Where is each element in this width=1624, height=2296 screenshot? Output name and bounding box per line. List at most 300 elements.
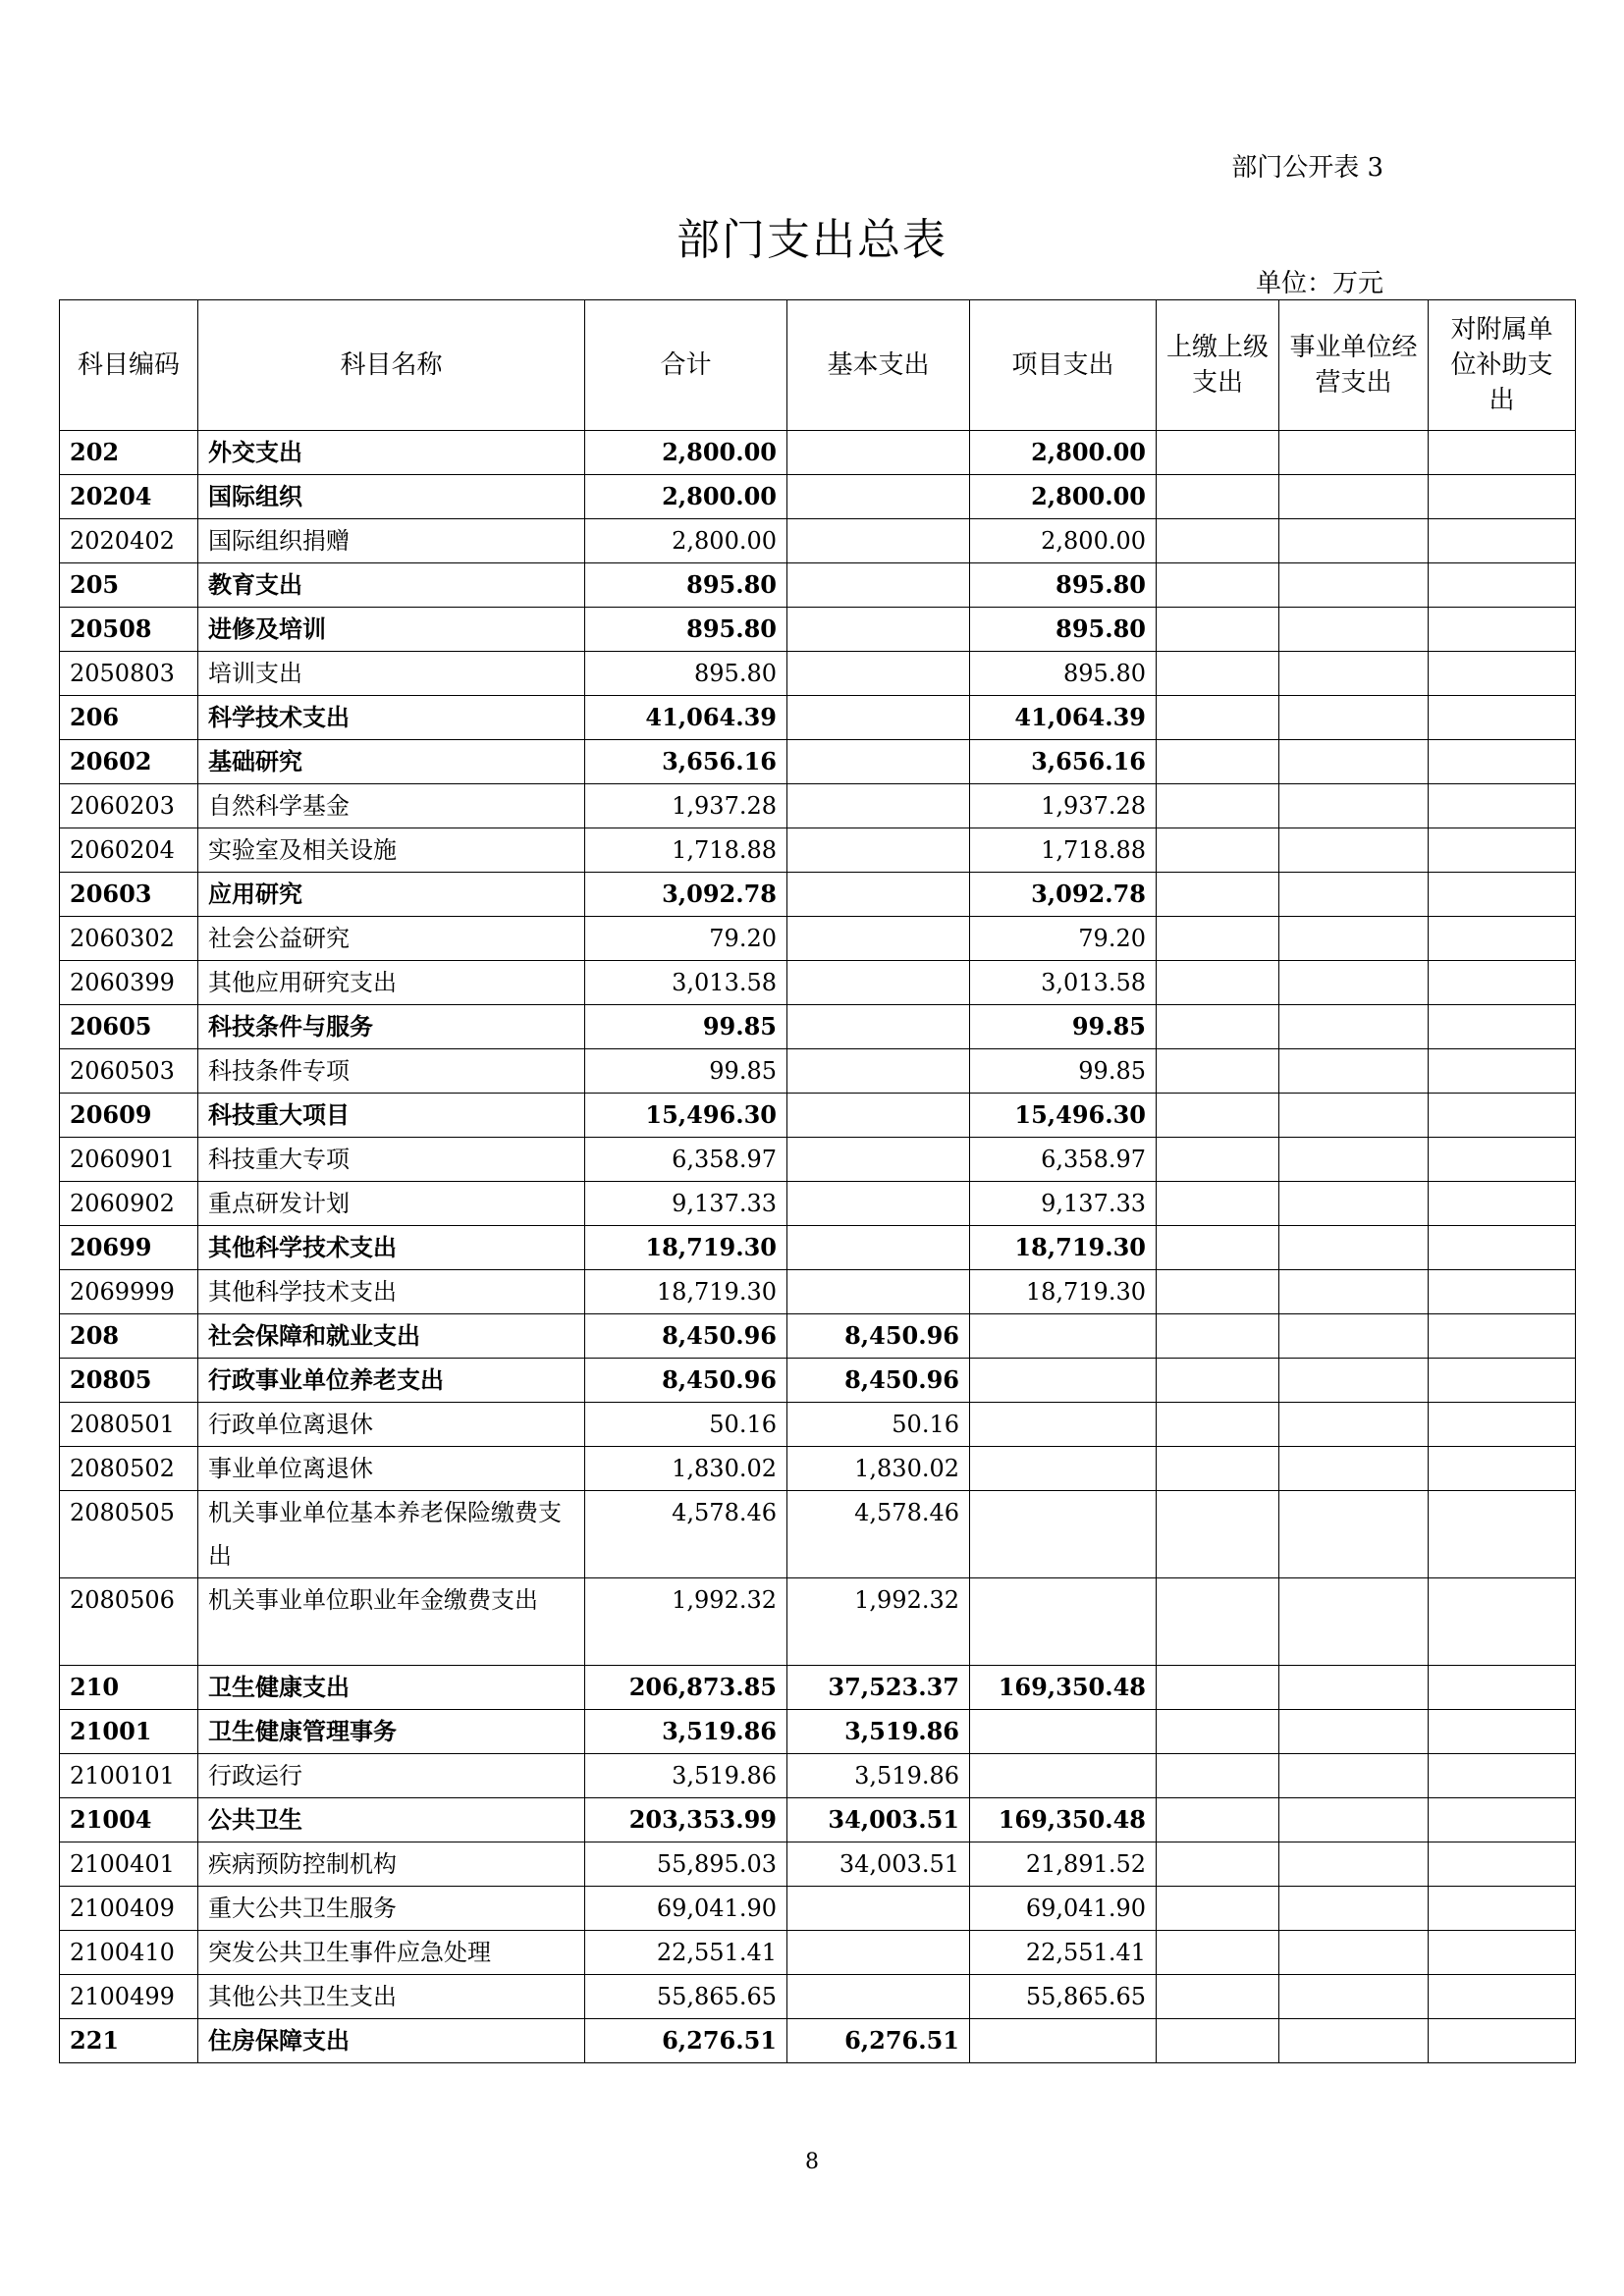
- cell-project: 6,358.97: [970, 1138, 1157, 1182]
- cell-remit: [1157, 1931, 1279, 1975]
- table-row: [60, 873, 1576, 917]
- cell-remit: [1157, 784, 1279, 828]
- cell-basic: [787, 784, 970, 828]
- cell-code: 2060204: [60, 828, 198, 873]
- cell-basic: 1,830.02: [787, 1447, 970, 1491]
- cell-code: 210: [60, 1666, 198, 1710]
- cell-basic: [787, 608, 970, 652]
- cell-code: 2020402: [60, 519, 198, 563]
- cell-code: 20204: [60, 475, 198, 519]
- cell-name: 机关事业单位职业年金缴费支出: [198, 1578, 585, 1666]
- cell-remit: [1157, 1094, 1279, 1138]
- cell-project: 79.20: [970, 917, 1157, 961]
- col-header-operating: 事业单位经营支出: [1279, 300, 1429, 431]
- cell-remit: [1157, 1975, 1279, 2019]
- cell-remit: [1157, 740, 1279, 784]
- cell-basic: [787, 1138, 970, 1182]
- cell-basic: [787, 1094, 970, 1138]
- cell-project: [970, 1403, 1157, 1447]
- cell-total: 3,519.86: [585, 1754, 787, 1798]
- cell-basic: [787, 1270, 970, 1314]
- table-body: [60, 431, 1576, 2063]
- cell-code: 2100101: [60, 1754, 198, 1798]
- cell-operating: [1279, 1138, 1429, 1182]
- cell-project: 2,800.00: [970, 475, 1157, 519]
- cell-name: 科技重大项目: [198, 1094, 585, 1138]
- cell-project: 69,041.90: [970, 1887, 1157, 1931]
- cell-total: 1,937.28: [585, 784, 787, 828]
- cell-basic: [787, 563, 970, 608]
- cell-total: 3,092.78: [585, 873, 787, 917]
- table-row: [60, 1491, 1576, 1578]
- cell-basic: 34,003.51: [787, 1842, 970, 1887]
- cell-remit: [1157, 1182, 1279, 1226]
- cell-basic: [787, 961, 970, 1005]
- cell-remit: [1157, 1754, 1279, 1798]
- cell-remit: [1157, 1798, 1279, 1842]
- cell-project: 3,092.78: [970, 873, 1157, 917]
- cell-project: 15,496.30: [970, 1094, 1157, 1138]
- cell-remit: [1157, 961, 1279, 1005]
- cell-remit: [1157, 519, 1279, 563]
- cell-remit: [1157, 475, 1279, 519]
- table-row: [60, 608, 1576, 652]
- page-title: 部门支出总表: [677, 215, 947, 265]
- cell-total: 18,719.30: [585, 1226, 787, 1270]
- cell-code: 205: [60, 563, 198, 608]
- cell-remit: [1157, 1710, 1279, 1754]
- cell-operating: [1279, 1226, 1429, 1270]
- cell-project: 21,891.52: [970, 1842, 1157, 1887]
- cell-total: 55,865.65: [585, 1975, 787, 2019]
- cell-subsidy: [1429, 1094, 1576, 1138]
- table-row: [60, 519, 1576, 563]
- table-row: [60, 1049, 1576, 1094]
- cell-basic: [787, 1005, 970, 1049]
- cell-subsidy: [1429, 1491, 1576, 1578]
- cell-basic: [787, 431, 970, 475]
- cell-project: 99.85: [970, 1005, 1157, 1049]
- cell-project: 169,350.48: [970, 1798, 1157, 1842]
- cell-remit: [1157, 431, 1279, 475]
- cell-basic: [787, 828, 970, 873]
- cell-total: 79.20: [585, 917, 787, 961]
- cell-operating: [1279, 1094, 1429, 1138]
- cell-total: 4,578.46: [585, 1491, 787, 1578]
- cell-operating: [1279, 652, 1429, 696]
- table-row: [60, 1666, 1576, 1710]
- cell-subsidy: [1429, 1005, 1576, 1049]
- cell-total: 895.80: [585, 652, 787, 696]
- cell-total: 3,656.16: [585, 740, 787, 784]
- table-row: [60, 740, 1576, 784]
- cell-basic: 37,523.37: [787, 1666, 970, 1710]
- cell-basic: [787, 1049, 970, 1094]
- cell-code: 2080502: [60, 1447, 198, 1491]
- cell-remit: [1157, 1403, 1279, 1447]
- col-header-basic: 基本支出: [787, 300, 970, 431]
- cell-code: 2069999: [60, 1270, 198, 1314]
- table-row: [60, 1754, 1576, 1798]
- cell-subsidy: [1429, 1182, 1576, 1226]
- cell-code: 20508: [60, 608, 198, 652]
- cell-operating: [1279, 1798, 1429, 1842]
- cell-total: 9,137.33: [585, 1182, 787, 1226]
- cell-project: 2,800.00: [970, 431, 1157, 475]
- cell-project: 1,718.88: [970, 828, 1157, 873]
- cell-remit: [1157, 828, 1279, 873]
- cell-basic: 8,450.96: [787, 1314, 970, 1359]
- cell-subsidy: [1429, 1798, 1576, 1842]
- cell-basic: [787, 1975, 970, 2019]
- cell-remit: [1157, 873, 1279, 917]
- cell-subsidy: [1429, 1226, 1576, 1270]
- table-row: [60, 1887, 1576, 1931]
- cell-name: 卫生健康管理事务: [198, 1710, 585, 1754]
- cell-name: 科学技术支出: [198, 696, 585, 740]
- table-row: [60, 1138, 1576, 1182]
- cell-project: 9,137.33: [970, 1182, 1157, 1226]
- cell-subsidy: [1429, 563, 1576, 608]
- cell-total: 3,013.58: [585, 961, 787, 1005]
- cell-code: 20699: [60, 1226, 198, 1270]
- table-row: [60, 563, 1576, 608]
- cell-name: 外交支出: [198, 431, 585, 475]
- cell-code: 20602: [60, 740, 198, 784]
- cell-project: 895.80: [970, 652, 1157, 696]
- cell-basic: 34,003.51: [787, 1798, 970, 1842]
- cell-operating: [1279, 784, 1429, 828]
- cell-basic: [787, 873, 970, 917]
- cell-remit: [1157, 1359, 1279, 1403]
- cell-remit: [1157, 608, 1279, 652]
- cell-project: 41,064.39: [970, 696, 1157, 740]
- cell-remit: [1157, 1666, 1279, 1710]
- cell-name: 其他科学技术支出: [198, 1270, 585, 1314]
- cell-basic: 6,276.51: [787, 2019, 970, 2063]
- cell-total: 895.80: [585, 608, 787, 652]
- cell-subsidy: [1429, 1403, 1576, 1447]
- cell-total: 8,450.96: [585, 1359, 787, 1403]
- cell-subsidy: [1429, 1314, 1576, 1359]
- cell-project: [970, 1578, 1157, 1666]
- table-row: [60, 1314, 1576, 1359]
- cell-code: 2060399: [60, 961, 198, 1005]
- cell-total: 1,718.88: [585, 828, 787, 873]
- table-row: [60, 1842, 1576, 1887]
- cell-code: 2060901: [60, 1138, 198, 1182]
- expenditure-table: [59, 299, 1576, 2063]
- table-row: [60, 1975, 1576, 2019]
- col-header-remit: 上缴上级支出: [1157, 300, 1279, 431]
- cell-operating: [1279, 1931, 1429, 1975]
- cell-subsidy: [1429, 961, 1576, 1005]
- cell-basic: [787, 519, 970, 563]
- cell-code: 2100401: [60, 1842, 198, 1887]
- cell-remit: [1157, 1005, 1279, 1049]
- table-row: [60, 1447, 1576, 1491]
- cell-code: 2060902: [60, 1182, 198, 1226]
- cell-project: [970, 1314, 1157, 1359]
- cell-project: 895.80: [970, 563, 1157, 608]
- cell-basic: 4,578.46: [787, 1491, 970, 1578]
- cell-total: 99.85: [585, 1049, 787, 1094]
- cell-total: 6,276.51: [585, 2019, 787, 2063]
- cell-code: 208: [60, 1314, 198, 1359]
- cell-subsidy: [1429, 740, 1576, 784]
- cell-code: 2100410: [60, 1931, 198, 1975]
- table-row: [60, 696, 1576, 740]
- cell-total: 3,519.86: [585, 1710, 787, 1754]
- cell-name: 其他科学技术支出: [198, 1226, 585, 1270]
- cell-total: 22,551.41: [585, 1931, 787, 1975]
- col-header-subsidy: 对附属单位补助支出: [1429, 300, 1576, 431]
- cell-operating: [1279, 740, 1429, 784]
- cell-subsidy: [1429, 475, 1576, 519]
- cell-project: [970, 1359, 1157, 1403]
- table-row: [60, 431, 1576, 475]
- cell-subsidy: [1429, 2019, 1576, 2063]
- col-header-project: 项目支出: [970, 300, 1157, 431]
- cell-operating: [1279, 2019, 1429, 2063]
- cell-total: 895.80: [585, 563, 787, 608]
- cell-operating: [1279, 1754, 1429, 1798]
- cell-code: 2100499: [60, 1975, 198, 2019]
- cell-name: 科技重大专项: [198, 1138, 585, 1182]
- cell-name: 重大公共卫生服务: [198, 1887, 585, 1931]
- cell-name: 事业单位离退休: [198, 1447, 585, 1491]
- cell-basic: [787, 1226, 970, 1270]
- cell-remit: [1157, 1887, 1279, 1931]
- table-row: [60, 1226, 1576, 1270]
- cell-total: 41,064.39: [585, 696, 787, 740]
- cell-project: [970, 1710, 1157, 1754]
- cell-operating: [1279, 1578, 1429, 1666]
- table-row: [60, 1931, 1576, 1975]
- cell-operating: [1279, 828, 1429, 873]
- table-row: [60, 652, 1576, 696]
- cell-operating: [1279, 1049, 1429, 1094]
- cell-subsidy: [1429, 1359, 1576, 1403]
- cell-operating: [1279, 563, 1429, 608]
- cell-total: 99.85: [585, 1005, 787, 1049]
- cell-code: 2060203: [60, 784, 198, 828]
- cell-basic: [787, 652, 970, 696]
- cell-subsidy: [1429, 519, 1576, 563]
- table-row: [60, 2019, 1576, 2063]
- cell-total: 18,719.30: [585, 1270, 787, 1314]
- cell-subsidy: [1429, 431, 1576, 475]
- cell-code: 20603: [60, 873, 198, 917]
- cell-name: 基础研究: [198, 740, 585, 784]
- cell-operating: [1279, 873, 1429, 917]
- cell-subsidy: [1429, 1666, 1576, 1710]
- cell-total: 50.16: [585, 1403, 787, 1447]
- cell-name: 重点研发计划: [198, 1182, 585, 1226]
- cell-operating: [1279, 1005, 1429, 1049]
- cell-operating: [1279, 961, 1429, 1005]
- cell-operating: [1279, 1314, 1429, 1359]
- cell-project: [970, 1754, 1157, 1798]
- cell-basic: 50.16: [787, 1403, 970, 1447]
- cell-code: 2050803: [60, 652, 198, 696]
- cell-name: 应用研究: [198, 873, 585, 917]
- cell-subsidy: [1429, 784, 1576, 828]
- cell-basic: [787, 1931, 970, 1975]
- cell-total: 69,041.90: [585, 1887, 787, 1931]
- cell-name: 培训支出: [198, 652, 585, 696]
- cell-total: 206,873.85: [585, 1666, 787, 1710]
- table-row: [60, 1182, 1576, 1226]
- cell-remit: [1157, 1578, 1279, 1666]
- cell-name: 行政事业单位养老支出: [198, 1359, 585, 1403]
- cell-operating: [1279, 475, 1429, 519]
- cell-project: 895.80: [970, 608, 1157, 652]
- cell-name: 机关事业单位基本养老保险缴费支出: [198, 1491, 585, 1578]
- cell-subsidy: [1429, 1887, 1576, 1931]
- cell-operating: [1279, 917, 1429, 961]
- cell-operating: [1279, 696, 1429, 740]
- cell-remit: [1157, 1270, 1279, 1314]
- cell-operating: [1279, 1403, 1429, 1447]
- cell-code: 221: [60, 2019, 198, 2063]
- cell-operating: [1279, 1359, 1429, 1403]
- cell-operating: [1279, 1887, 1429, 1931]
- cell-name: 公共卫生: [198, 1798, 585, 1842]
- table-row: [60, 1359, 1576, 1403]
- cell-operating: [1279, 608, 1429, 652]
- cell-total: 1,830.02: [585, 1447, 787, 1491]
- cell-name: 突发公共卫生事件应急处理: [198, 1931, 585, 1975]
- cell-subsidy: [1429, 696, 1576, 740]
- cell-subsidy: [1429, 608, 1576, 652]
- cell-name: 其他应用研究支出: [198, 961, 585, 1005]
- cell-code: 21001: [60, 1710, 198, 1754]
- cell-project: [970, 1447, 1157, 1491]
- cell-subsidy: [1429, 917, 1576, 961]
- cell-project: 3,013.58: [970, 961, 1157, 1005]
- cell-remit: [1157, 563, 1279, 608]
- cell-basic: [787, 740, 970, 784]
- cell-total: 2,800.00: [585, 475, 787, 519]
- cell-operating: [1279, 1842, 1429, 1887]
- cell-basic: [787, 917, 970, 961]
- cell-subsidy: [1429, 1931, 1576, 1975]
- cell-subsidy: [1429, 828, 1576, 873]
- cell-remit: [1157, 1491, 1279, 1578]
- table-row: [60, 1094, 1576, 1138]
- cell-project: 1,937.28: [970, 784, 1157, 828]
- cell-total: 2,800.00: [585, 519, 787, 563]
- cell-subsidy: [1429, 1270, 1576, 1314]
- cell-operating: [1279, 1447, 1429, 1491]
- cell-remit: [1157, 1447, 1279, 1491]
- cell-total: 1,992.32: [585, 1578, 787, 1666]
- cell-name: 行政单位离退休: [198, 1403, 585, 1447]
- cell-remit: [1157, 2019, 1279, 2063]
- cell-subsidy: [1429, 1754, 1576, 1798]
- cell-remit: [1157, 652, 1279, 696]
- cell-code: 2060503: [60, 1049, 198, 1094]
- cell-basic: 1,992.32: [787, 1578, 970, 1666]
- cell-operating: [1279, 1666, 1429, 1710]
- table-row: [60, 1403, 1576, 1447]
- cell-project: [970, 2019, 1157, 2063]
- cell-code: 2100409: [60, 1887, 198, 1931]
- cell-project: [970, 1491, 1157, 1578]
- cell-project: 3,656.16: [970, 740, 1157, 784]
- cell-basic: 8,450.96: [787, 1359, 970, 1403]
- cell-remit: [1157, 1842, 1279, 1887]
- cell-basic: [787, 696, 970, 740]
- cell-name: 卫生健康支出: [198, 1666, 585, 1710]
- cell-remit: [1157, 917, 1279, 961]
- cell-subsidy: [1429, 1975, 1576, 2019]
- table-row: [60, 917, 1576, 961]
- cell-basic: 3,519.86: [787, 1754, 970, 1798]
- table-row: [60, 784, 1576, 828]
- cell-name: 科技条件与服务: [198, 1005, 585, 1049]
- cell-code: 20805: [60, 1359, 198, 1403]
- cell-name: 疾病预防控制机构: [198, 1842, 585, 1887]
- cell-name: 国际组织捐赠: [198, 519, 585, 563]
- cell-remit: [1157, 1314, 1279, 1359]
- cell-project: 99.85: [970, 1049, 1157, 1094]
- cell-project: 18,719.30: [970, 1270, 1157, 1314]
- cell-subsidy: [1429, 1049, 1576, 1094]
- cell-code: 206: [60, 696, 198, 740]
- table-row: [60, 1710, 1576, 1754]
- cell-subsidy: [1429, 873, 1576, 917]
- cell-code: 202: [60, 431, 198, 475]
- cell-operating: [1279, 431, 1429, 475]
- cell-name: 社会保障和就业支出: [198, 1314, 585, 1359]
- cell-total: 6,358.97: [585, 1138, 787, 1182]
- col-header-name: 科目名称: [198, 300, 585, 431]
- cell-name: 社会公益研究: [198, 917, 585, 961]
- table-row: [60, 1578, 1576, 1666]
- cell-code: 20609: [60, 1094, 198, 1138]
- cell-code: 2060302: [60, 917, 198, 961]
- cell-name: 住房保障支出: [198, 2019, 585, 2063]
- cell-basic: 3,519.86: [787, 1710, 970, 1754]
- cell-remit: [1157, 696, 1279, 740]
- page-number: 8: [805, 2150, 819, 2174]
- cell-project: 2,800.00: [970, 519, 1157, 563]
- table-row: [60, 961, 1576, 1005]
- cell-operating: [1279, 1975, 1429, 2019]
- cell-total: 203,353.99: [585, 1798, 787, 1842]
- cell-total: 55,895.03: [585, 1842, 787, 1887]
- col-header-total: 合计: [585, 300, 787, 431]
- cell-operating: [1279, 1710, 1429, 1754]
- cell-name: 科技条件专项: [198, 1049, 585, 1094]
- cell-project: 22,551.41: [970, 1931, 1157, 1975]
- cell-name: 国际组织: [198, 475, 585, 519]
- cell-basic: [787, 475, 970, 519]
- cell-project: 169,350.48: [970, 1666, 1157, 1710]
- table-row: [60, 828, 1576, 873]
- cell-code: 2080501: [60, 1403, 198, 1447]
- cell-total: 8,450.96: [585, 1314, 787, 1359]
- table-row: [60, 475, 1576, 519]
- cell-basic: [787, 1887, 970, 1931]
- cell-code: 20605: [60, 1005, 198, 1049]
- cell-code: 2080505: [60, 1491, 198, 1578]
- cell-subsidy: [1429, 1447, 1576, 1491]
- table-row: [60, 1798, 1576, 1842]
- cell-name: 进修及培训: [198, 608, 585, 652]
